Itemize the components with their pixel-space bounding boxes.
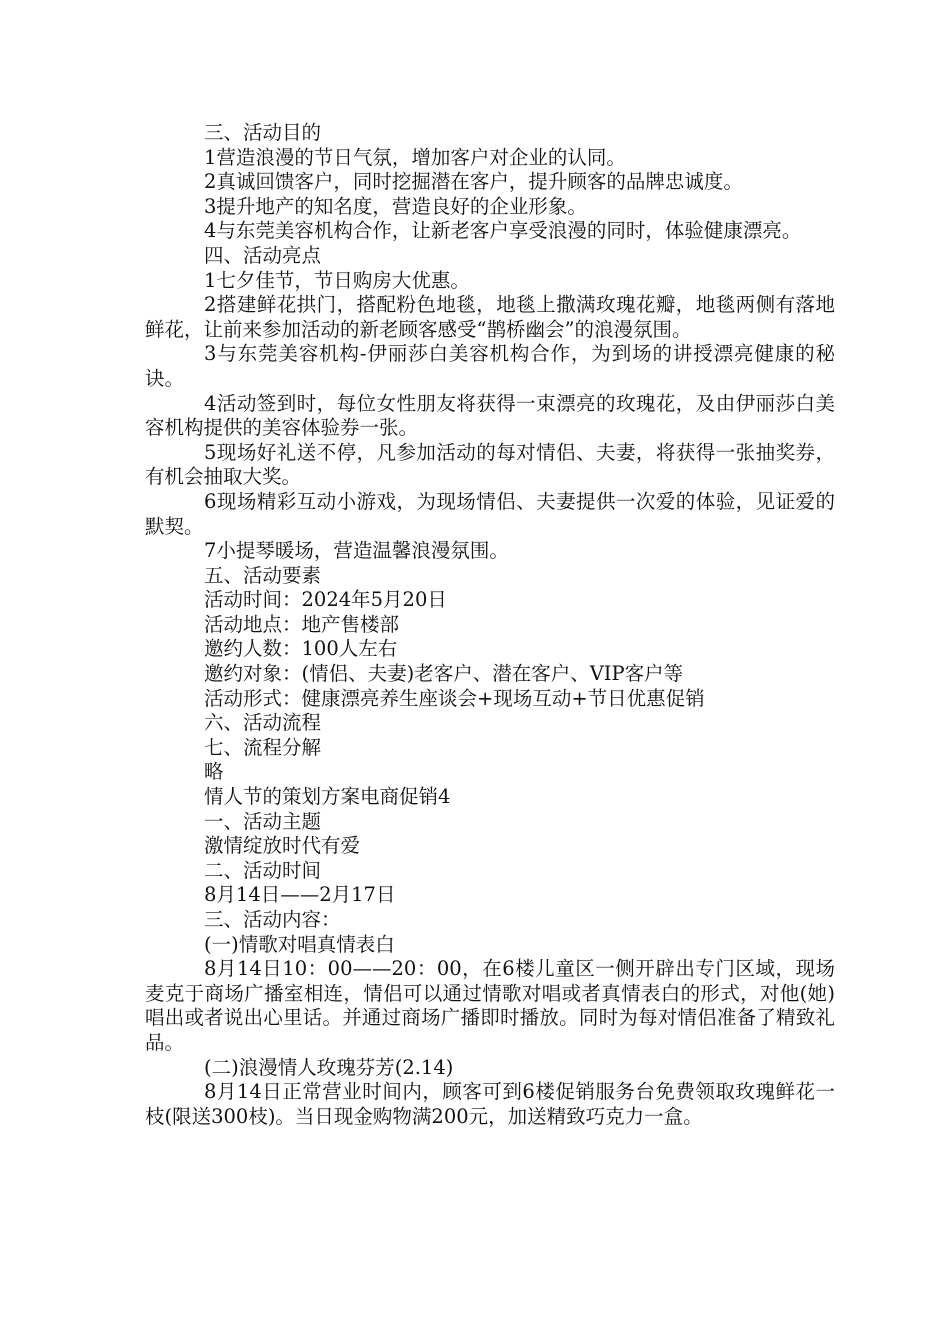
- text-line: 四、活动亮点: [204, 243, 322, 267]
- text-line: 七、流程分解: [204, 735, 322, 759]
- document-page: [145, 121, 835, 1129]
- text-line: 7小提琴暖场，营造温馨浪漫氛围。: [204, 539, 509, 563]
- body-paragraph: 4与东莞美容机构合作，让新老客户享受浪漫的同时，体验健康漂亮。: [204, 219, 802, 243]
- text-line: 二、活动时间: [204, 858, 322, 882]
- text-line: 邀约人数：100人左右: [204, 637, 398, 661]
- text-line: 六、活动流程: [204, 711, 322, 735]
- text-line: 1七夕佳节，节日购房大优惠。: [204, 268, 470, 292]
- text-line: 五、活动要素: [204, 563, 322, 587]
- text-line: 8月14日——2月17日: [204, 883, 396, 907]
- text-line: (二)浪漫情人玫瑰芬芳(2.14): [204, 1055, 454, 1079]
- text-line: (一)情歌对唱真情表白: [204, 932, 395, 956]
- text-line: 激情绽放时代有爱: [204, 834, 361, 858]
- text-line: 邀约对象：(情侣、夫妻)老客户、潜在客户、VIP客户等: [204, 662, 684, 686]
- text-line: 活动时间：2024年5月20日: [204, 588, 447, 612]
- body-paragraph: 6现场精彩互动小游戏，为现场情侣、夫妻提供一次爱的体验，见证爱的默契。: [145, 489, 835, 538]
- text-line: 三、活动目的: [204, 121, 322, 144]
- text-line: 活动地点：地产售楼部: [204, 612, 400, 636]
- text-line: 略: [204, 760, 224, 784]
- text-line: 2真诚回馈客户，同时挖掘潜在客户，提升顾客的品牌忠诚度。: [204, 170, 743, 194]
- body-paragraph: 8月14日正常营业时间内，顾客可到6楼促销服务台免费领取玫瑰鲜花一枝(限送300枝)。当日现金购物满200元，加送精致巧克力一盒。: [145, 1080, 835, 1128]
- text-line: 1营造浪漫的节日气氛，增加客户对企业的认同。: [204, 145, 626, 169]
- body-paragraph: 8月14日10：00——20：00，在6楼儿童区一侧开辟出专门区域，现场麦克于商场广播室相连，情侣可以通过情歌对唱或者真情表白的形式，对他(她)唱出或者说出心里话。并通过商场广播即时播放。同时为每对情侣准备了精致礼品。: [145, 957, 835, 1054]
- text-line: 情人节的策划方案电商促销4: [204, 785, 451, 809]
- text-line: 三、活动内容：: [204, 908, 341, 931]
- body-paragraph: 4活动签到时，每位女性朋友将获得一束漂亮的玫瑰花，及由伊丽莎白美容机构提供的美容体验券一张。: [145, 391, 835, 440]
- body-paragraph: 3与东莞美容机构-伊丽莎白美容机构合作，为到场的讲授漂亮健康的秘诀。: [145, 342, 835, 390]
- text-line: 3提升地产的知名度，营造良好的企业形象。: [204, 194, 587, 218]
- body-paragraph: 5现场好礼送不停，凡参加活动的每对情侣、夫妻，将获得一张抽奖券，有机会抽取大奖。: [145, 440, 835, 489]
- body-paragraph: 2搭建鲜花拱门，搭配粉色地毯，地毯上撒满玫瑰花瓣，地毯两侧有落地鲜花，让前来参加活动的新老顾客感受“鹊桥幽会”的浪漫氛围。: [145, 293, 835, 341]
- text-line: 一、活动主题: [204, 809, 322, 833]
- text-line: 活动形式：健康漂亮养生座谈会+现场互动+节日优惠促销: [204, 686, 705, 710]
